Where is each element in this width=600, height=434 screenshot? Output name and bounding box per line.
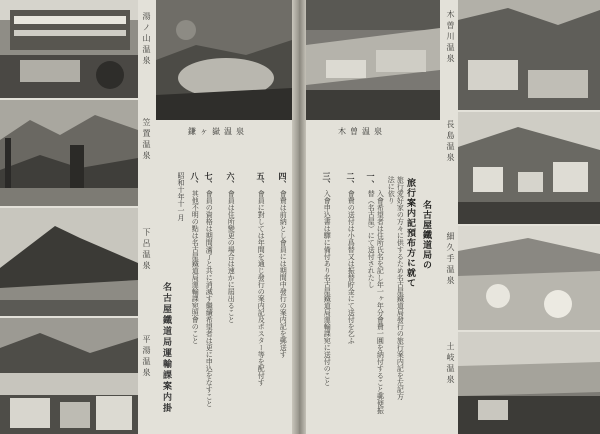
date-line: 昭和十年十一月 xyxy=(177,172,185,221)
photo-yunoyama-hotel xyxy=(0,0,138,98)
label-hirayu: 平湯温泉 xyxy=(142,335,151,379)
photo-gorge-bath xyxy=(156,0,292,120)
item-text-7: 會員の資格は期間滿了と共に消滅す繼續希望者は更に申込をなすこと xyxy=(205,190,214,407)
item-text-4: 會費は前納とし會員には期間中發行の案内記を郵送す xyxy=(279,190,288,358)
label-nagashima: 長島温泉 xyxy=(446,120,455,164)
notice-title: 名古屋鐵道局の xyxy=(421,200,431,270)
photo-snow-village xyxy=(458,226,600,330)
item-text-1: 入會希望者は住所氏名を記し年一ヶ年分會費一圓を納付すること郵便振替（名古屋）にて送付されたし xyxy=(367,190,385,414)
item-number-1: 一、 xyxy=(366,172,376,188)
photo-river-town xyxy=(458,0,600,110)
photo-river-village xyxy=(0,318,138,434)
issuer-line: 名古屋鐵道局運輸課案内掛 xyxy=(161,282,171,414)
label-kisogawa: 木曽川温泉 xyxy=(446,10,455,65)
item-text-5: 會員に對しては年間を通じ發行の案内記及ポスター等を配付す xyxy=(257,190,266,386)
item-number-8: 八、 xyxy=(190,172,200,188)
photo-town-view xyxy=(306,0,440,120)
photo-mountain-peak xyxy=(0,208,138,316)
intro-text: 旅行愛好家の方々に供するため名古屋鐵道局發行の旅行案内記を左記方法に依り xyxy=(387,176,405,400)
label-yunoyama: 湯ノ山温泉 xyxy=(142,12,151,67)
photo-mountain-valley xyxy=(0,100,138,206)
item-number-7: 七、 xyxy=(204,172,214,188)
item-text-6: 會員は住所變更の場合は速かに屆出ること xyxy=(227,190,236,323)
item-text-3: 入會申込書は驛に備付あり名古屋鐵道局運輸課宛に送付のこと xyxy=(323,190,332,386)
label-hosokute: 細久手温泉 xyxy=(446,232,455,287)
caption-kiso: 木曽温泉 xyxy=(338,127,386,136)
label-kasagi: 笠置温泉 xyxy=(142,118,151,162)
item-number-4: 四、 xyxy=(278,172,288,188)
book-gutter xyxy=(292,0,306,434)
label-shimoro: 下呂温泉 xyxy=(142,228,151,272)
caption-kamagatake: 鎌ヶ嶽温泉 xyxy=(188,127,248,136)
notice-subtitle: 旅行案内記預布方に就て xyxy=(405,178,415,288)
item-number-5: 五、 xyxy=(256,172,266,188)
photo-coast-town xyxy=(458,332,600,434)
photo-hill-village xyxy=(458,112,600,224)
item-text-8: 其他不明の點は名古屋鐵道局運輸課宛照會のこと xyxy=(191,190,200,344)
item-text-2: 會費の送付は小爲替又は振替貯金にて送付を乞ふ xyxy=(347,190,356,344)
label-tobi: 土岐温泉 xyxy=(446,342,455,386)
item-number-3: 三、 xyxy=(322,172,332,188)
item-number-6: 六、 xyxy=(226,172,236,188)
item-number-2: 二、 xyxy=(346,172,356,188)
